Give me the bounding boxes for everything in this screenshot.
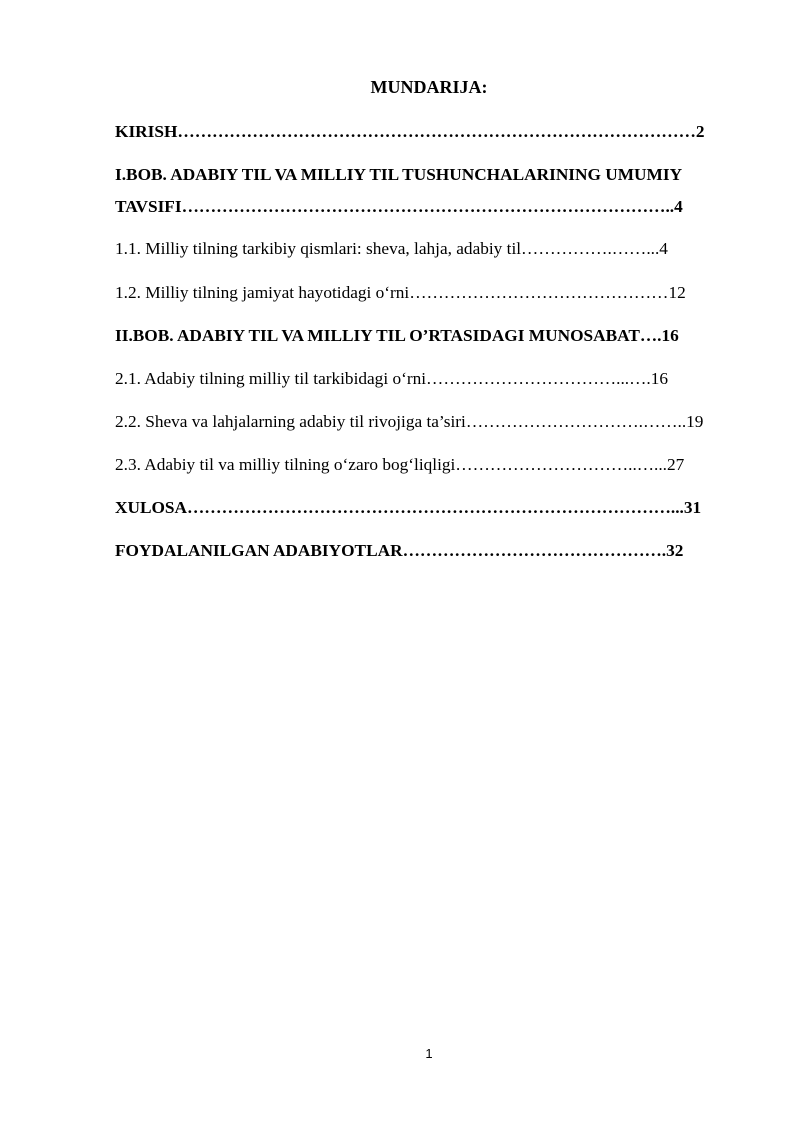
toc-entry-adabiyotlar: FOYDALANILGAN ADABIYOTLAR……………………………………….32 [115, 541, 684, 560]
toc-entry-xulosa: XULOSA…………………………………………………………………………...31 [115, 498, 702, 517]
toc-entry-chapter-2: II.BOB. ADABIY TIL VA MILLIY TIL O’RTASIDAGI MUNOSABAT….16 [115, 326, 679, 345]
toc-entry-chapter-1-line-1: I.BOB. ADABIY TIL VA MILLIY TIL TUSHUNCHALARINING UMUMIY [115, 165, 683, 184]
toc-entry-section-2-2: 2.2. Sheva va lahjalarning adabiy til rivojiga ta’siri………………………….……..19 [115, 412, 704, 431]
toc-entry-kirish: KIRISH………………………………………………………………………………2 [115, 122, 705, 141]
toc-entry-section-1-2: 1.2. Milliy tilning jamiyat hayotidagi o‘rni………………………………………12 [115, 283, 686, 302]
toc-entry-section-1-1: 1.1. Milliy tilning tarkibiy qismlari: sheva, lahja, adabiy til…………….……...4 [115, 239, 668, 258]
page-number: 1 [425, 1046, 433, 1061]
toc-entry-chapter-1-line-2: TAVSIFI…………………………………………………………………………..4 [115, 197, 683, 216]
toc-entry-section-2-3: 2.3. Adabiy til va milliy tilning o‘zaro bog‘liqligi…………………………..…...27 [115, 455, 685, 474]
toc-entry-section-2-1: 2.1. Adabiy tilning milliy til tarkibidagi o‘rni……………………………...….16 [115, 369, 668, 388]
toc-title: MUNDARIJA: [370, 77, 488, 97]
